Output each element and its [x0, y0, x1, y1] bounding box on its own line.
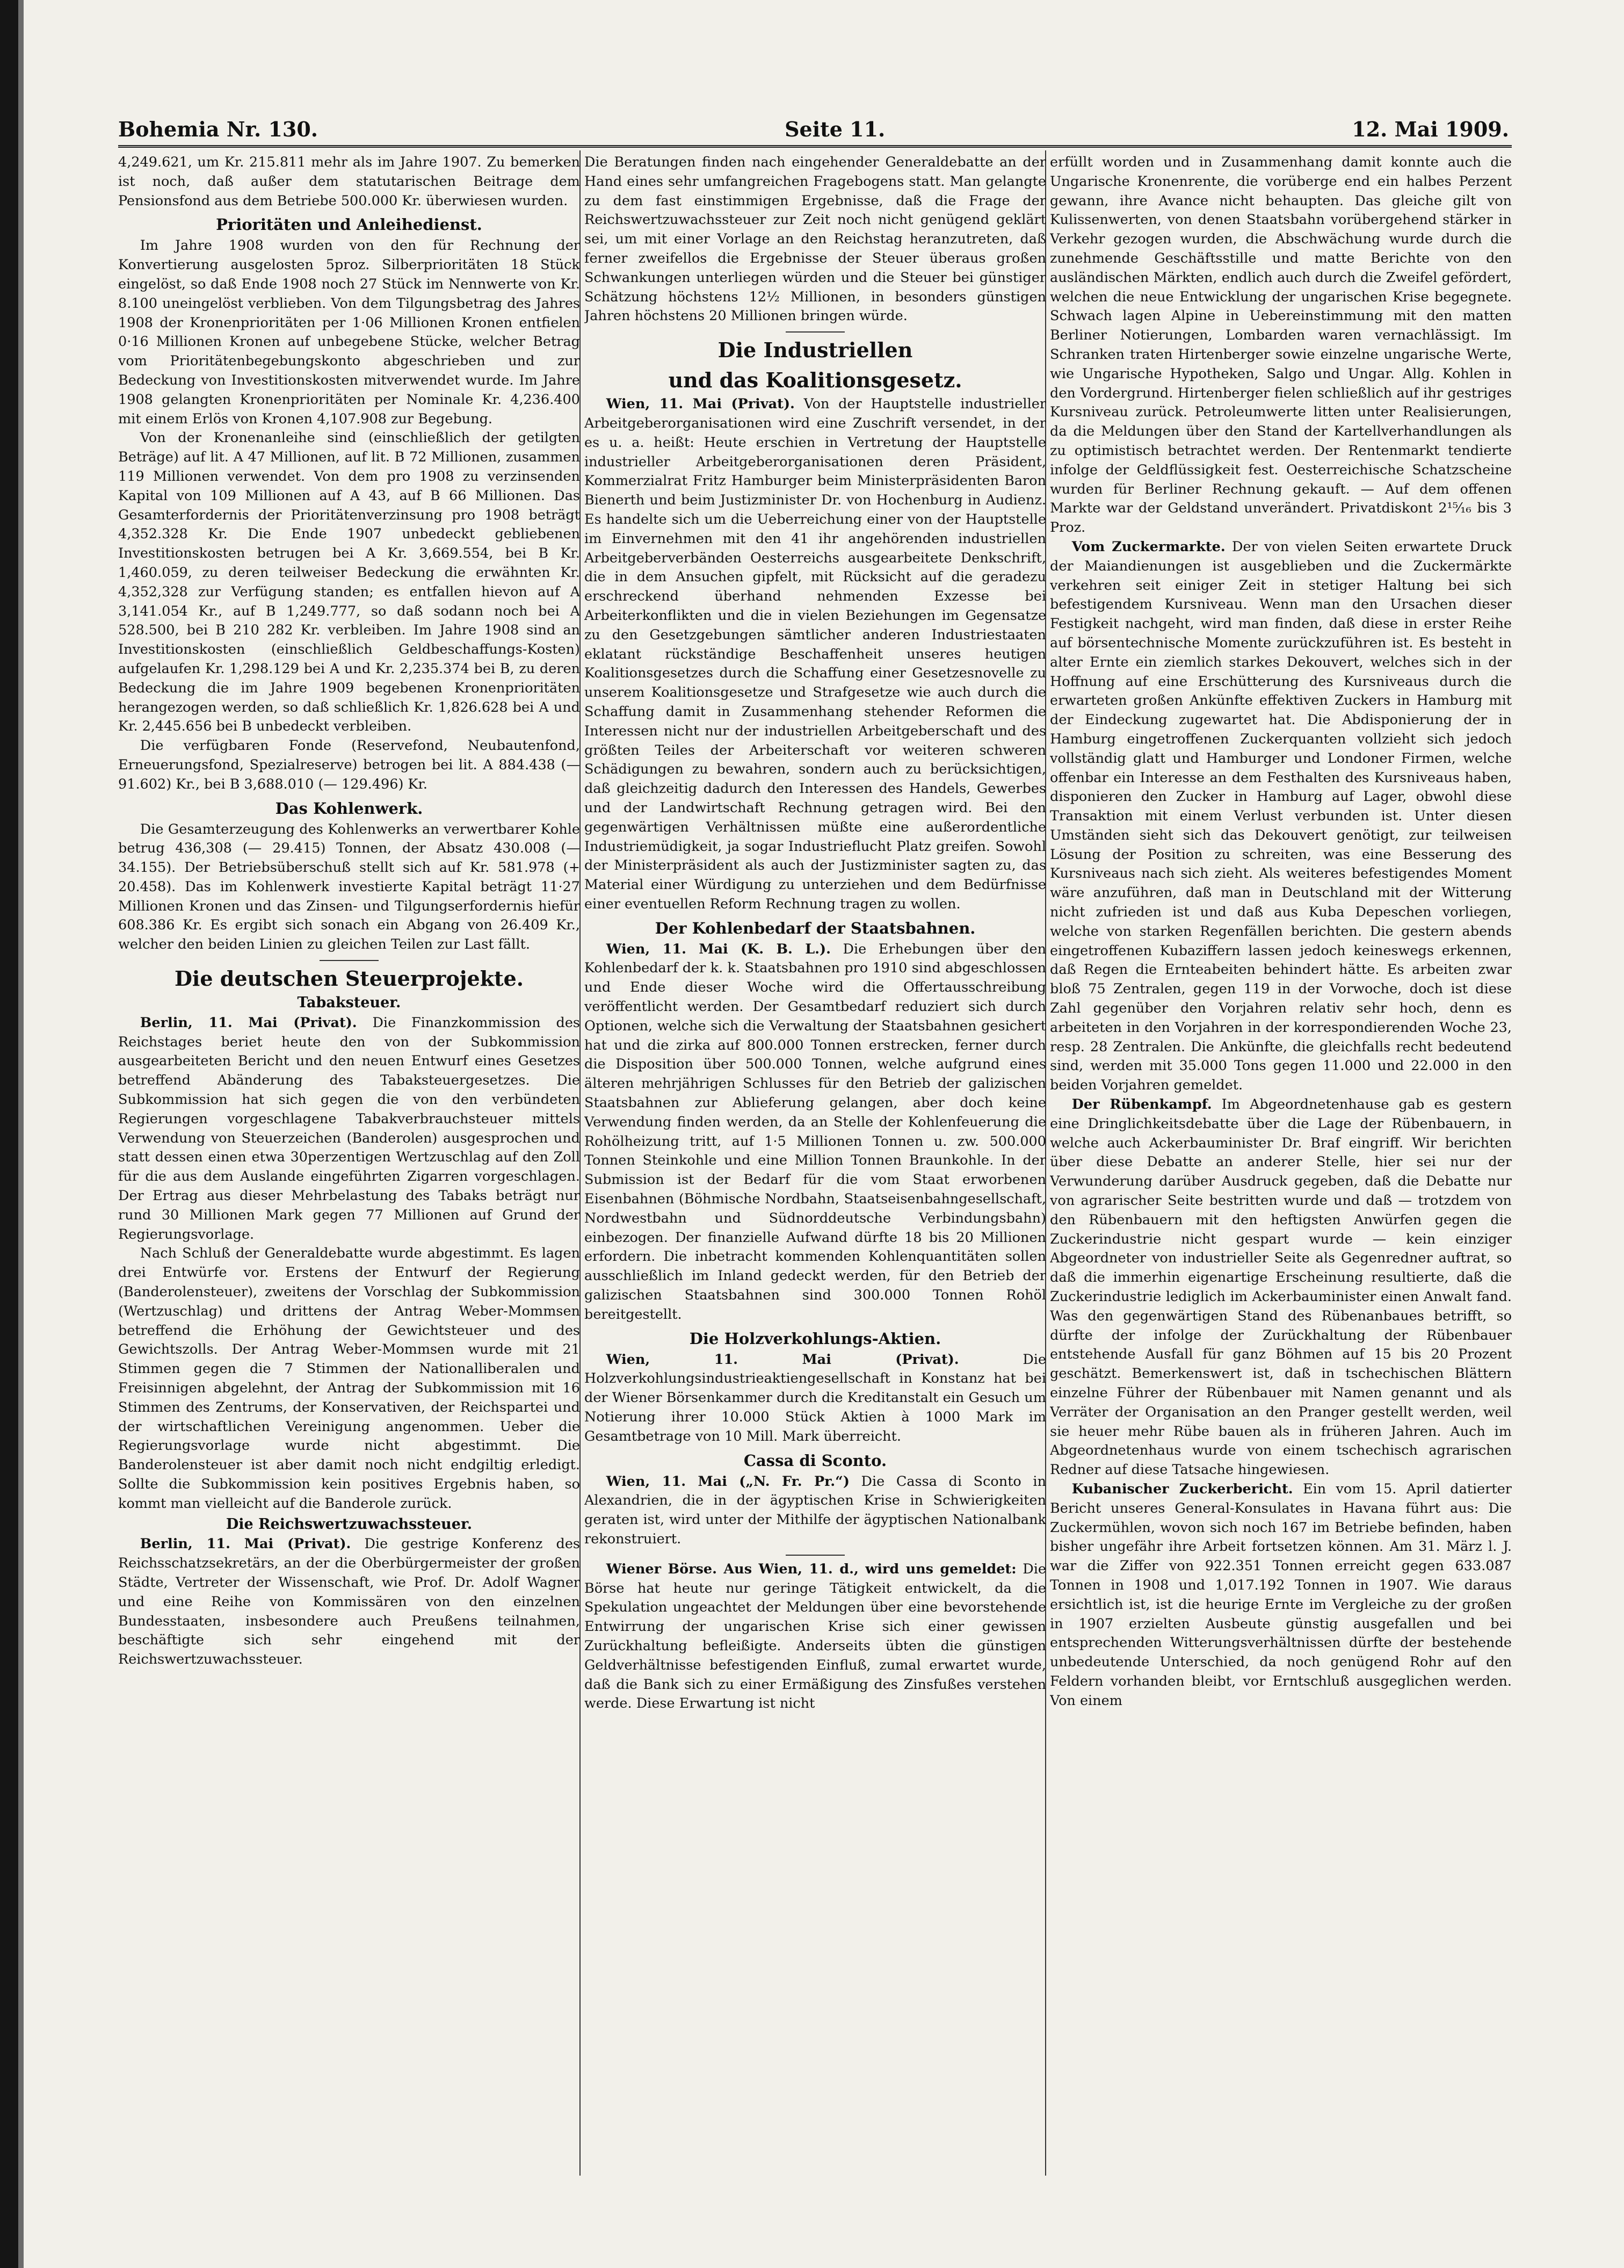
- article-text: Von der Hauptstelle industrieller Arbeitgeberorganisationen wird eine Zuschrift versendet, in der es u. a. heißt: Heute erschien in Vertretung der Hauptstelle industrieller Arbeitgeberorganisationen deren Präsident, Kommerzialrat Fritz Hamburger beim Ministerpräsidenten Baron Bienerth und beim Justizminister Dr. von Hochenburg in Audienz. Es handelte sich um die Ueberreichung einer von der Hauptstelle im Einvernehmen mit den 41 ihr angehörenden industriellen Arbeitgeberverbänden Oesterreichs ausgearbeitete Denkschrift, die in dem Ansuchen gipfelt, mit Rücksicht auf die geradezu erschreckend überhand nehmenden Exzesse bei Arbeiterkonflikten und die in vielen Beziehungen im Gegensatze zu den Gesetzgebungen sämtlicher anderen Industriestaaten eklatant rückständige Beschaffenheit unseres heutigen Koalitionsgesetzes durch die Schaffung einer Gesetzesnovelle zu unserem Koalitionsgesetze und Strafgesetze wie auch durch die Schaffung damit in Zusammenhang stehender Reformen die Interessen nicht nur der industriellen Arbeitgeberschaft und des größten Teiles der Arbeiterschaft vor weiteren schweren Schädigungen zu bewahren, sondern auch zu berücksichtigen, daß gleichzeitig dadurch den Interessen des Handels, Gewerbes und der Landwirtschaft Rechnung getragen wird. Bei den gegenwärtigen Verhältnissen müßte eine außerordentliche Industriemüdigkeit, ja sogar Industrieflucht Platz greifen. Sowohl der Ministerpräsident als auch der Justizminister sagten zu, das Material einer Würdigung zu unterziehen und dem Bedürfnisse einer eventuellen Reform Rechnung tragen zu wollen.: [584, 396, 1046, 912]
- column-1: [118, 153, 580, 2173]
- dateline: Kubanischer Zuckerbericht.: [1071, 1480, 1293, 1497]
- section-heading: Das Kohlenwerk.: [275, 799, 423, 818]
- dateline: Wiener Börse. Aus Wien, 11. d., wird uns gemeldet:: [606, 1561, 1017, 1577]
- header-date: 12. Mai 1909.: [1352, 117, 1509, 141]
- article-text: Der von vielen Seiten erwartete Druck der Maiandienungen ist ausgeblieben und die Zuckermärkte verkehren seit einiger Zeit in stetiger Haltung bei sich befestigendem Kursniveau. Wenn man den Ursachen dieser Festigkeit nachgeht, wird man finden, daß diese in erster Reihe auf börsentechnische Momente zurückzuführen ist. Es besteht in alter Ernte ein ziemlich starkes Dekouvert, welches sich in der Hoffnung auf eine Erschütterung des Kursniveaus durch die erwarteten großen Ankünfte effektiven Zuckers in Hamburg mit der Eindeckung zugewartet hat. Die Abdisponierung der in Hamburg eingetroffenen Zuckerquanten vollzieht sich jedoch vollständig glatt und Hamburger und Londoner Firmen, welche offenbar ein Interesse an dem Festhalten des Kursniveaus haben, disponieren den Zucker in Hamburg auf Lager, obwohl diese Transaktion mit einem Verlust verbunden ist. Unter diesen Umständen sieht sich das Dekouvert genötigt, zur teilweisen Lösung der Position zu schreiten, was eine Besserung des Kursniveaus nach sich zieht. Als weiteres befestigendes Moment wäre anzuführen, daß man in Deutschland mit der Witterung nicht zufrieden ist und daß aus Kuba Depeschen vorliegen, welche von starken Regenfällen berichten. Die gestern abends eingetroffenen Kubaziffern lassen jedoch keineswegs erkennen, daß Regen die Ernteabeiten behindert hätte. Es arbeiten zwar bloß 75 Zentralen, gegen 119 in der Vorwoche, doch ist diese Zahl gegenüber den Vorjahren relativ sehr hoch, denn es arbeiteten in den Vorjahren in der korrespondierenden Woche 23, resp. 28 Zentralen. Die Ankünfte, die gleichfalls recht bedeutend sind, werden mit 35.000 Tons gegen 11.000 und 22.000 in den beiden Vorjahren gemeldet.: [1050, 538, 1512, 1094]
- dateline: Wien, 11. Mai (K. B. L.).: [606, 941, 831, 957]
- dateline: Berlin, 11. Mai (Privat).: [140, 1014, 357, 1031]
- section-heading: Cassa di Sconto.: [743, 1451, 887, 1470]
- article-text: Die Beratungen finden nach eingehender Generaldebatte an der Hand eines sehr umfangreichen Fragebogens statt. Man gelangte zu dem fast einstimmigen Ergebnisse, daß die Frage der Reichswertzuwachssteuer zur Zeit noch nicht genügend geklärt sei, um mit einer Vorlage an den Reichstag heranzutreten, daß ferner zweifellos die Ergebnisse der Steuer überaus großen Schwankungen unterliegen würden und die Steuer bei günstiger Schätzung höchstens 12½ Millionen, in besonders günstigen Jahren höchstens 20 Millionen bringen würde.: [584, 154, 1046, 324]
- article-headline: und das Koalitionsgesetz.: [668, 368, 962, 393]
- dateline: Wien, 11. Mai (Privat).: [606, 1351, 959, 1368]
- article-text: Die Finanzkommission des Reichstages beriet heute den von der Subkommission ausgearbeiteten Bericht und den neuen Entwurf eines Gesetzes betreffend Abänderung des Tabaksteuergesetzes. Die Subkommission hat sich gegen die von den verbündeten Regierungen vorgeschlagene Tabakverbrauchsteuer mittels Verwendung von Steuerzeichen (Banderolen) ausgesprochen und statt dessen einen etwa 30perzentigen Wertzuschlag auf den Zoll für die aus dem Auslande eingeführten Zigarren vorgeschlagen. Der Ertrag aus dieser Mehrbelastung des Tabaks beträgt nur rund 30 Millionen Mark gegen 77 Millionen auf Grund der Regierungsvorlage.: [118, 1014, 580, 1243]
- sub-headline: Tabaksteuer.: [297, 994, 401, 1012]
- dateline: Wien, 11. Mai (Privat).: [606, 396, 795, 413]
- dateline: Wien, 11. Mai („N. Fr. Pr.“): [606, 1473, 850, 1490]
- article-text: Im Abgeordnetenhause gab es gestern eine Dringlichkeitsdebatte über die Lage der Rübenbauern, in welche auch Ackerbauminister Dr. Braf eingriff. Wir berichten über diese Debatte an anderer Stelle, hier sei nur der Verwunderung darüber Ausdruck gegeben, daß die Debatte nur von agrarischer Seite bestritten wurde und daß — trotzdem von den Rübenbauern mit den heftigsten Anwürfen gegen die Zuckerindustrie nicht gespart wurde — kein einziger Abgeordneter von industrieller Seite als Gegenredner auftrat, so daß die immerhin eigenartige Erscheinung resultierte, daß die Zuckerindustrie lediglich im Ackerbauminister einen Anwalt fand. Was den gegenwärtigen Stand des Rübenanbaues betrifft, so dürfte der infolge der Zurückhaltung der Rübenbauer entstehende Ausfall für ganz Böhmen auf 15 bis 20 Prozent geschätzt. Bemerkenswert ist, daß in tschechischen Blättern einzelne Führer der Rübenbauer mit Namen genannt und als Verräter der Organisation an den Pranger gestellt werden, weil sie heuer mehr Rübe bauen als in früheren Jahren. Auch im Abgeordnetenhaus wurde von einem tschechisch agrarischen Redner auf diese Tatsache hingewiesen.: [1050, 1096, 1512, 1478]
- article-headline: Die deutschen Steuerprojekte.: [174, 966, 524, 991]
- dateline: Vom Zuckermarkte.: [1071, 538, 1226, 555]
- article-text: Nach Schluß der Generaldebatte wurde abgestimmt. Es lagen drei Entwürfe vor. Erstens der Entwurf der Regierung (Banderolensteuer), zweitens der Vorschlag der Subkommission (Wertzuschlag) und drittens der Antrag Weber-Mommsen betreffend die Erhöhung der Gewichtsteuer und des Gewichtszolls. Der Antrag Weber-Mommsen wurde mit 21 Stimmen gegen die 7 Stimmen der Nationalliberalen und Freisinnigen abgelehnt, der Antrag der Subkommission mit 16 Stimmen des Zentrums, der Konservativen, der Reichspartei und der wirtschaftlichen Vereinigung angenommen. Ueber die Regierungsvorlage wurde nicht abgestimmt. Die Banderolensteuer ist aber damit noch nicht endgiltig erledigt. Sollte die Subkommission kein positives Ergebnis haben, so kommt man vielleicht auf die Banderole zurück.: [118, 1245, 580, 1512]
- article-text: Die Erhebungen über den Kohlenbedarf der k. k. Staatsbahnen pro 1910 sind abgeschlossen und Ende dieser Woche wird die Offertausschreibung veröffentlicht werden. Der Gesamtbedarf reduziert sich durch Optionen, welche sich die Verwaltung der Staatsbahnen gesichert hat und die zirka auf 800.000 Tonnen erstrecken, ferner durch die Disposition über 500.000 Tonnen, welche aufgrund eines älteren mehrjährigen Schlusses für den Betrieb der galizischen Staatsbahnen zur Ablieferung gelangen, aber doch keine Verwendung finden werden, da an Stelle der Kohlenfeuerung die Rohölheizung tritt, auf 1·5 Millionen Tonnen u. zw. 500.000 Tonnen Steinkohle und eine Million Tonnen Braunkohle. In der Submission ist der Bedarf für die vom Staat erworbenen Eisenbahnen (Böhmische Nordbahn, Staatseisenbahngesellschaft, Nordwestbahn und Südnorddeutsche Verbindungsbahn) einbezogen. Der finanzielle Aufwand dürfte 18 bis 20 Millionen erfordern. Die inbetracht kommenden Kohlenquantitäten sollen ausschließlich im Inland gedeckt werden, für den Betrieb der galizischen Staatsbahnen sind 300.000 Tonnen Rohöl bereitgestellt.: [584, 941, 1046, 1323]
- article-text: Die verfügbaren Fonde (Reservefond, Neubautenfond, Erneuerungsfond, Spezialreserve) betrogen bei lit. A 884.438 (— 91.602) Kr., bei B 3,688.010 (— 129.496) Kr.: [118, 738, 580, 792]
- article-text: Die Börse hat heute nur geringe Tätigkeit entwickelt, da die Spekulation ungeachtet der Meldungen über eine bevorstehende Entwirrung der ungarischen Krise sich einer gewissen Zurückhaltung befleißigte. Anderseits übten die günstigen Geldverhältnisse befestigenden Einfluß, zumal erwartet wurde, daß die Bank sich zu einer Ermäßigung des Zinsfußes verstehen werde. Diese Erwartung ist nicht: [584, 1561, 1046, 1712]
- separator: [320, 960, 379, 961]
- section-heading: Die Holzverkohlungs-Aktien.: [689, 1329, 941, 1348]
- header-page-number: Seite 11.: [785, 117, 886, 141]
- article-text: Ein vom 15. April datierter Bericht unseres General-Konsulates in Havana führt aus: Die Zuckermühlen, wovon sich noch 167 im Betriebe befinden, haben bisher ungefähr ihre Arbeit fortsetzen können. Am 31. März l. J. war die Ziffer von 922.351 Tonnen erreicht gegen 633.087 Tonnen in 1908 und 1,017.192 Tonnen in 1907. Wie daraus ersichtlich ist, ist die heurige Ernte im Vergleiche zu der großen in 1907 erzielten Ausbeute günstig ausgefallen und bei entsprechenden Witterungsverhältnissen dürfte der bestehende unbedeutende Unterschied, da noch genügend Rohr auf den Feldern vorhanden bleibt, vor Erntschluß ausgeglichen werden. Von einem: [1050, 1480, 1512, 1709]
- article-text: erfüllt worden und in Zusammenhang damit konnte auch die Ungarische Kronenrente, die vorüberge end ein halbes Perzent gewann, ihre Avance nicht behaupten. Das gleiche gilt von Kulissenwerten, von denen Staatsbahn vorübergehend stärker in Verkehr gezogen wurden, die Abschwächung wurde durch die zunehmende Geschäftsstille und matte Berichte von den ausländischen Märkten, endlich auch durch die Zweifel gefördert, welchen die neue Entwicklung der ungarischen Krise begegnete. Schwach lagen Alpine in Uebereinstimmung mit den matten Berliner Notierungen, Lombarden waren vernachlässigt. Im Schranken traten Hirtenberger sowie einzelne ungarische Werte, wie Ungarische Hypotheken, Salgo und Ungar. Allg. Kohlen in den Vordergrund. Hirtenberger fielen schließlich auf ihr gestriges Kursniveau zurück. Petroleumwerte litten unter Realisierungen, da die Meldungen über den Stand der Kartellverhandlungen als zu optimistisch betrachtet werden. Der Rentenmarkt tendierte infolge der Geldflüssigkeit fest. Oesterreichische Schatzscheine wurden für Berliner Rechnung gekauft. — Auf dem offenen Markte war der Geldstand unverändert. Privatdiskont 2¹⁵⁄₁₆ bis 3 Proz.: [1050, 154, 1512, 536]
- scan-border-edge: [18, 0, 24, 2268]
- article-headline: Die Industriellen: [717, 338, 913, 363]
- article-text: Die Holzverkohlungsindustrieaktiengesellschaft in Konstanz hat bei der Wiener Börsenkammer durch die Kreditanstalt ein Gesuch um Notierung ihrer 10.000 Stück Aktien à 1000 Mark im Gesamtbetrage von 10 Mill. Mark überreicht.: [584, 1351, 1046, 1444]
- article-text: 4,249.621, um Kr. 215.811 mehr als im Jahre 1907. Zu bemerken ist noch, daß außer dem statutarischen Beitrage dem Pensionsfond aus dem Betriebe 500.000 Kr. überwiesen wurden.: [118, 154, 580, 209]
- column-3: [1050, 153, 1512, 2173]
- separator: [786, 331, 845, 333]
- header-rule: [118, 145, 1512, 148]
- article-text: Von der Kronenanleihe sind (einschließlich der getilgten Beträge) auf lit. A 47 Millionen, auf lit. B 72 Millionen, zusammen 119 Millionen verwendet. Von dem pro 1908 zu verzinsenden Kapital von 109 Millionen auf A 43, auf B 66 Millionen. Das Gesamterfordernis der Prioritätenverzinsung pro 1908 beträgt 4,352.328 Kr. Die Ende 1907 unbedeckt gebliebenen Investitionskosten betrugen bei A Kr. 3,669.554, bei B Kr. 1,460.059, zu deren teilweiser Bedeckung die erwähnten Kr. 4,352,328 zur Verfügung standen; es entfallen hievon auf A 3,141.054 Kr., auf B 1,249.777, so daß sodann noch bei A 528.500, bei B 210 282 Kr. verbleiben. Im Jahre 1908 sind an Investitionskosten (einschließlich Geldbeschaffungs-Kosten) aufgelaufen Kr. 1,298.129 bei A und Kr. 2,235.374 bei B, zu deren Bedeckung die im Jahre 1909 begebenen Kronenprioritäten herangezogen werden, so daß schließlich Kr. 1,826.628 bei A und Kr. 2,445.656 bei B unbedeckt verbleiben.: [118, 430, 580, 735]
- sub-headline: Die Reichswertzuwachssteuer.: [226, 1515, 473, 1533]
- article-text: Im Jahre 1908 wurden von den für Rechnung der Konvertierung ausgelosten 5proz. Silberprioritäten 18 Stück eingelöst, so daß Ende 1908 noch 27 Stück im Nennwerte von Kr. 8.100 uneingelöst verblieben. Von dem Tilgungsbetrag des Jahres 1908 der Kronenprioritäten per 1·06 Millionen Kronen entfielen 0·16 Millionen Kronen auf unbegebene Stücke, welcher Betrag vom Prioritätenbegebungskonto abgeschrieben und zur Bedeckung von Investitionskosten mitverwendet wurde. Im Jahre 1908 gelangten Kronenprioritäten per Nominale Kr. 4,236.400 mit einem Erlös von Kronen 4,107.908 zur Begebung.: [118, 237, 580, 427]
- header-paper-issue: Bohemia Nr. 130.: [118, 117, 318, 141]
- dateline: Berlin, 11. Mai (Privat).: [140, 1536, 351, 1552]
- article-text: Die Cassa di Sconto in Alexandrien, die in der ägyptischen Krise in Schwierigkeiten geraten ist, wird unter der Mithilfe der ägyptischen Nationalbank rekonstruiert.: [584, 1473, 1046, 1547]
- dateline: Der Rübenkampf.: [1071, 1096, 1212, 1113]
- separator: [786, 1555, 845, 1556]
- article-text: Die Gesamterzeugung des Kohlenwerks an verwertbarer Kohle betrug 436,308 (— 29.415) Tonnen, der Absatz 430.008 (— 34.155). Der Betriebsüberschuß stellt sich auf Kr. 581.978 (+ 20.458). Das im Kohlenwerk investierte Kapital beträgt 11·27 Millionen Kronen und das Zinsen- und Tilgungserfordernis hiefür 608.386 Kr. Es ergibt sich sonach ein Abgang von 26.409 Kr., welcher den beiden Linien zu gleichen Teilen zur Last fällt.: [118, 821, 580, 953]
- section-heading: Der Kohlenbedarf der Staatsbahnen.: [655, 919, 976, 937]
- scan-border: [0, 0, 18, 2268]
- column-2: [584, 153, 1046, 2173]
- section-heading: Prioritäten und Anleihedienst.: [216, 215, 482, 234]
- article-text: Die gestrige Konferenz des Reichsschatzsekretärs, an der die Oberbürgermeister der großen Städte, Vertreter der Wissenschaft, wie Prof. Dr. Adolf Wagner und eine Reihe von Kommissären von den einzelnen Bundesstaaten, insbesondere auch Preußens teilnahmen, beschäftigte sich sehr eingehend mit der Reichswertzuwachssteuer.: [118, 1536, 580, 1668]
- newspaper-page: [38, 0, 1598, 2268]
